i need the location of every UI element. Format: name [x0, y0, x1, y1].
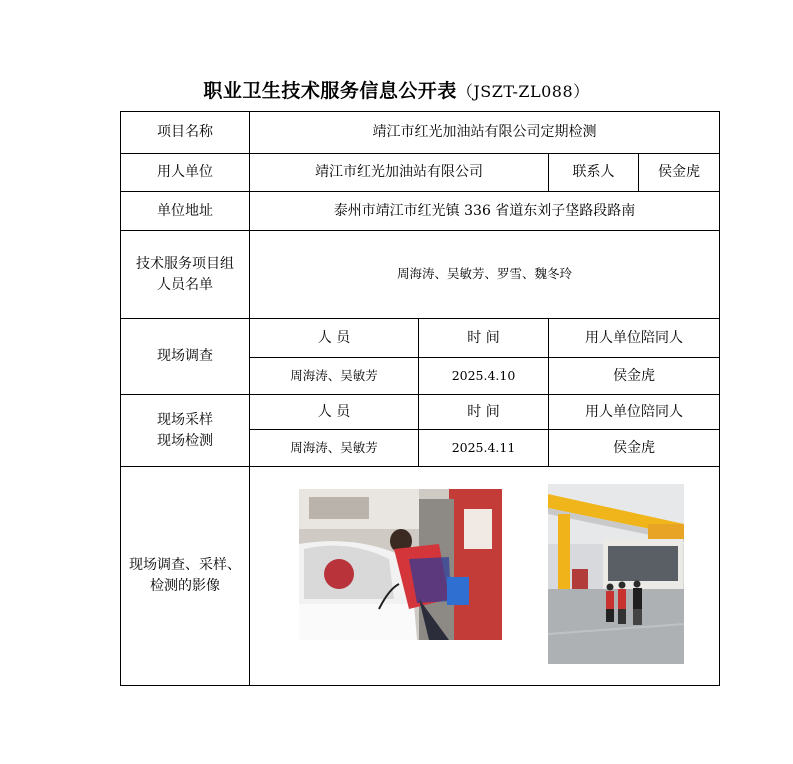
images-label-line1: 现场调查、采样、: [129, 557, 241, 573]
survey-header-people: 人 员: [250, 319, 419, 358]
client-row: [121, 154, 720, 192]
sampling-header-time: 时 间: [419, 395, 549, 430]
survey-label: 现场调查: [121, 319, 250, 395]
sampling-escort: 侯金虎: [549, 430, 720, 467]
sampling-people: 周海涛、吴敏芳: [250, 430, 419, 467]
survey-escort: 侯金虎: [549, 358, 720, 395]
sampling-header-people: 人 员: [250, 395, 419, 430]
survey-time: 2025.4.10: [419, 358, 549, 395]
team-label-line2: 人员名单: [157, 276, 213, 293]
address-label: 单位地址: [121, 192, 250, 231]
team-value: 周海涛、吴敏芳、罗雪、魏冬玲: [250, 231, 720, 319]
project-name-row: [121, 112, 720, 154]
title-text: 职业卫生技术服务信息公开表: [203, 80, 457, 102]
client-label: 用人单位: [121, 154, 250, 192]
sampling-label-line1: 现场采样: [157, 411, 213, 428]
team-label: [121, 231, 250, 319]
document-code: （JSZT-ZL088）: [456, 82, 590, 101]
survey-header-time: 时 间: [419, 319, 549, 358]
photo-icon: [299, 489, 502, 640]
client-value: 靖江市红光加油站有限公司: [250, 154, 549, 192]
sampling-header-escort: 用人单位陪同人: [549, 395, 720, 430]
images-label-line2: 检测的影像: [150, 578, 220, 594]
document-title: [0, 76, 793, 103]
sampling-label-line2: 现场检测: [157, 432, 213, 449]
contact-label: 联系人: [549, 154, 639, 192]
sampling-label: [121, 395, 250, 467]
site-photo: [548, 484, 684, 664]
survey-header-escort: 用人单位陪同人: [549, 319, 720, 358]
contact-value: 侯金虎: [639, 154, 720, 192]
sampling-photo: [299, 489, 502, 640]
images-label: [121, 467, 250, 686]
sampling-header-row: [121, 395, 720, 430]
team-label-line1: 技术服务项目组: [136, 255, 234, 272]
project-name-value: 靖江市红光加油站有限公司定期检测: [250, 112, 720, 154]
address-row: [121, 192, 720, 231]
survey-people: 周海涛、吴敏芳: [250, 358, 419, 395]
project-name-label: 项目名称: [121, 112, 250, 154]
address-value: 泰州市靖江市红光镇 336 省道东刘子垡路段路南: [250, 192, 720, 231]
team-row: [121, 231, 720, 319]
survey-header-row: [121, 319, 720, 358]
sampling-time: 2025.4.11: [419, 430, 549, 467]
photo-icon: [548, 484, 684, 664]
